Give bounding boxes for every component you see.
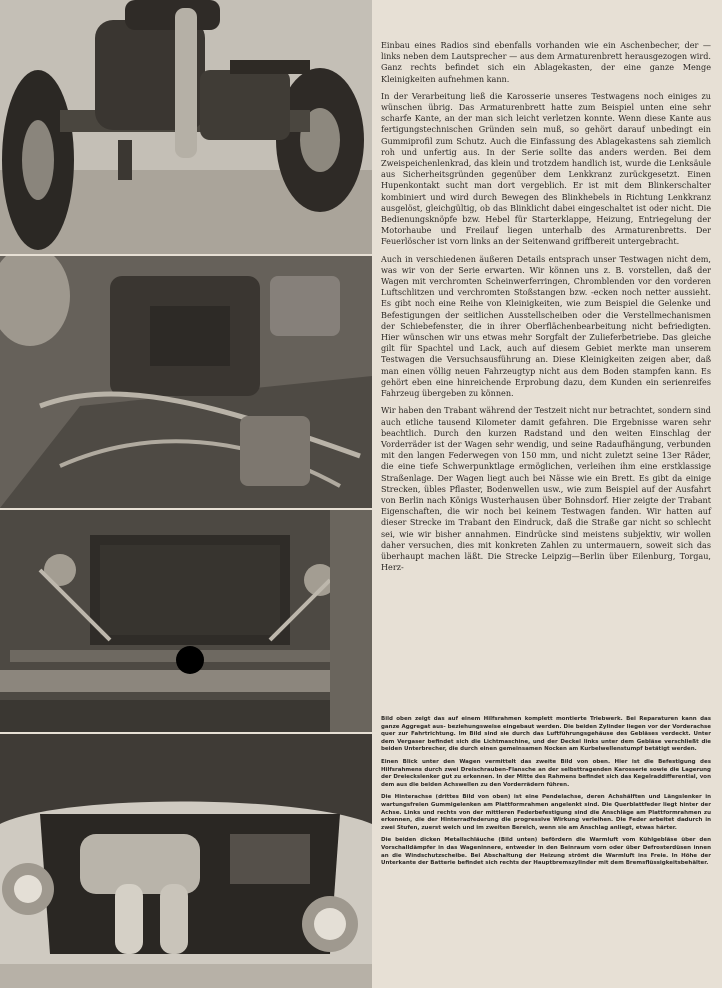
caption-engine-bay: Die beiden dicken Metallschläuche (Bild unten) befördern die Warmluft vom Kühlgebläse über den Vorschalldämpfer in das Wageninnere, entweder in den Beinraum vorn oder über Defrosterdüsen innen an die Windschutzscheibe. Bei Abschaltung der Heizung strömt die Warmluft ins Freie. In Höhe der Unterkante der Batterie befindet sich rechts der Hauptbremszylinder mit dem Bremsflüssigkeitsbehälter. [381, 837, 711, 867]
engine-subframe-illustration [0, 0, 372, 254]
rear-axle-illustration [0, 510, 372, 732]
engine-bay-illustration [0, 734, 372, 988]
article-paragraph: In der Verarbeitung ließ die Karosserie unseres Testwagens noch einiges zu wünschen übrig. Das Armaturenbrett hatte zum Beispiel unten eine sehr scharfe Kante, an der man sich leicht verletzen konnte. Wenn diese Kante aus fertigungstechnischen Gründen sein muß, so gehört darauf unbedingt ein Gummiprofil zum Schutz. Auch die Einfassung des Ablagekastens sah ziemlich roh und unfertig aus. In der Serie sollte das anders werden. Bei dem Zweispeichenlenkrad, das klein und trotzdem handlich ist, wurde die Lenksäule aus Sicherheitsgründen gegenüber dem Lenkkranz zurückgesetzt. Einen Hupenkontakt sucht man dort vergeblich. Er ist mit dem Blinkerschalter kombiniert und wird durch Bewegen des Blinkhebels in Richtung Lenkkranz ausgelöst, gleichgültig, ob das Blinklicht dabei eingeschaltet ist oder nicht. Die Bedienungsknöpfe bzw. Hebel für Starterklappe, Heizung, Entriegelung der Motorhaube und Freilauf liegen unterhalb des Armaturenbretts. Der Feuerlöscher ist vorn links an der Seitenwand griffbereit untergebracht. [381, 90, 711, 247]
photo-rear-axle [0, 510, 372, 732]
article-paragraph: Wir haben den Trabant während der Testzeit nicht nur betrachtet, sondern sind auch etliche tausend Kilometer damit gefahren. Die Ergebnisse waren sehr beachtlich. Durch den kurzen Radstand und den weiten Einschlag der Vorderräder ist der Wagen sehr wendig, und seine Radaufhängung, verbunden mit den langen Federwegen von 150 mm, und nicht zuletzt seine 13er Räder, die eine tiefe Schwerpunktlage ermöglichen, verleihen ihm eine erstklassige Straßenlage. Der Wagen liegt auch bei Nässe wie ein Brett. Es gibt da einige Strecken, übles Pflaster, Bodenwellen usw., wie zum Beispiel auf der Ausfahrt von Berlin nach Königs Wusterhausen über Bohnsdorf. Hier zeigte der Trabant Eigenschaften, die wir noch bei keinem Testwagen fanden. Wir hatten auf dieser Strecke im Trabant den Eindruck, daß die Straße gar nicht so schlecht sei, wie wir bisher annahmen. Eindrücke sind meistens subjektiv, wir wollen daher versuchen, dies mit konkreten Zahlen zu untermauern, soweit sich das überhaupt machen läßt. Die Strecke Leipzig—Berlin über Eilenburg, Torgau, Herz- [381, 405, 711, 573]
caption-engine-subframe: Bild oben zeigt das auf einem Hilfsrahmen komplett montierte Triebwerk. Bei Reparaturen kann das ganze Aggregat aus- beziehungsweise eingebaut werden. Die beiden Zylinder liegen vor der Vorderachse quer zur Fahrtrichtung. Im Bild sind sie durch das Luftführungsgehäuse des Gebläses verdeckt. Unter dem Vergaser befindet sich die Lichtmaschine, und der Deckel links unter dem Gebläse verschließt die beiden Unterbrecher, die durch einen gemeinsamen Nocken am Kurbelwellenstumpf betätigt werden. [381, 716, 711, 753]
caption-underside-front: Einen Blick unter den Wagen vermittelt das zweite Bild von oben. Hier ist die Befestigung des Hilfsrahmens durch zwei Dreischrauben-Flansche an der selbsttragenden Karosserie sowie die Lagerung der Dreieckslenker gut zu erkennen. In der Mitte des Rahmens befindet sich das Kegelraddifferential, von dem aus die beiden Achswellen zu den Vorderrädern führen. [381, 758, 711, 788]
underside-front-illustration [0, 256, 372, 508]
photo-engine-bay [0, 734, 372, 988]
article-paragraph: Auch in verschiedenen äußeren Details entsprach unser Testwagen nicht dem, was wir von der Serie erwarten. Wir können uns z. B. vorstellen, daß der Wagen mit verchromten Scheinwerferringen, Chromblenden vor den vorderen Luftschlitzen und verchromten Stoßstangen bzw. -ecken noch netter aussieht. Es gibt noch eine Reihe von Kleinigkeiten, wie zum Beispiel die Gelenke und Befestigungen der seitlichen Ausstellscheiben oder die Verstellmechanismen der Schiebefenster, die in ihrer Oberflächenbearbeitung nicht befriedigten. Hier wünschen wir uns etwas mehr Sorgfalt der Zulieferbetriebe. Das gleiche gilt für Spachtel und Lack, auch auf diesem Gebiet merkte man unserem Testwagen die Versuchsausführung an. Diese Kleinigkeiten zeigen aber, daß man einen völlig neuen Fahrzeugtyp nicht aus dem Boden stampfen kann. Es gehört eben eine hinreichende Erprobung dazu, dem Kunden ein serienreifes Fahrzeug übergeben zu können. [381, 253, 711, 399]
article-body [381, 40, 711, 579]
article-paragraph: Einbau eines Radios sind ebenfalls vorhanden wie ein Aschenbecher, der — links neben dem Lautsprecher — aus dem Armaturenbrett herausgezogen wird. Ganz rechts befindet sich ein Ablagekasten, der eine ganze Menge Kleinigkeiten aufnehmen kann. [381, 40, 711, 84]
photo-captions [381, 716, 711, 873]
photo-underside-front [0, 256, 372, 508]
photo-engine-subframe [0, 0, 372, 254]
caption-rear-axle: Die Hinterachse (drittes Bild von oben) ist eine Pendelachse, deren Achshälften und Längslenker in wartungsfreien Gummigelenken am Plattformrahmen angelenkt sind. Die Querblattfeder liegt hinter der Achse. Links und rechts von der mittleren Federbefestigung sind die Anschläge am Plattformrahmen zu erkennen, die der Hinterradfederung die progressive Wirkung verleihen. Die Feder arbeitet dadurch in zwei Stufen, zuerst weich und im zweiten Bereich, wenn sie am Anschlag anliegt, etwas härter. [381, 794, 711, 831]
